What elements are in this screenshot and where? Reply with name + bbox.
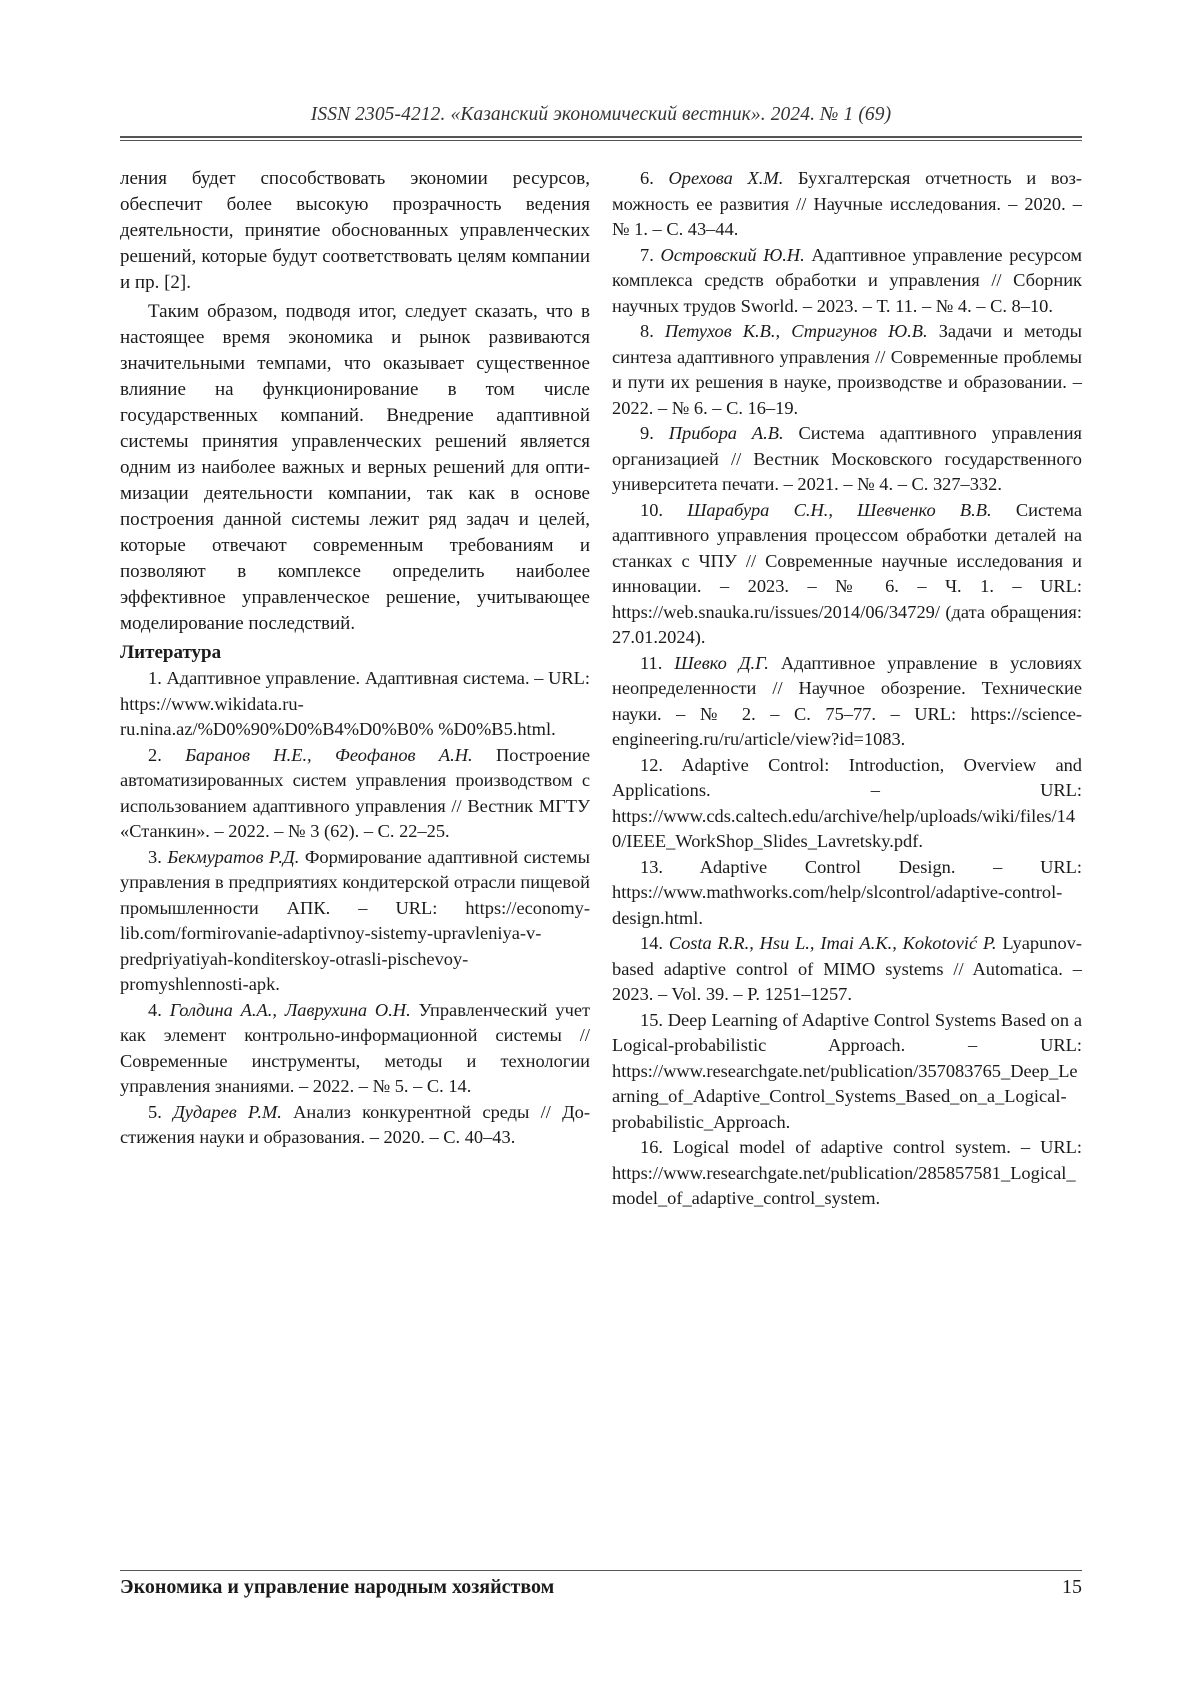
reference-item — [612, 855, 1082, 932]
reference-author: Бекмуратов Р.Д. — [167, 846, 300, 867]
reference-number: 13. — [640, 856, 700, 877]
reference-number: 2. — [148, 744, 186, 765]
header-rule-thin — [120, 140, 1082, 141]
reference-author: Дударев Р.М. — [173, 1101, 282, 1122]
reference-text: Lyapunov-based adaptive control of MIMO systems // Automatica. – 2023. – Vol. 39. – P. 1251–1257. — [612, 933, 1082, 1004]
reference-author: Баранов Н.Е., Феофанов А.Н. — [185, 744, 473, 765]
reference-number: 16. — [640, 1137, 674, 1157]
reference-item — [120, 743, 590, 845]
reference-text: Бухгалтерская отчетность и возможность ее развития // Научные исследования. – 2020. – № 1. – С. 43–44. — [612, 168, 1082, 239]
reference-number: 5. — [148, 1101, 174, 1122]
reference-text: Система адаптивного управления организацией // Вестник Московского государственного университета печати. – 2021. – № 4. – С. 327–332. — [612, 423, 1082, 494]
reference-item — [612, 931, 1082, 1008]
reference-number: 3. — [148, 846, 168, 867]
reference-list-left — [120, 666, 590, 1151]
reference-text: Формирование адаптивной системы управления в предприятиях кондитерской отрасли пищевой промышленности АПК. – URL: https://economy-lib.com/formirovanie-adaptivnoy-sistemy-upravleniya-v-predpriyatiyah-konditerskoy-otrasli-pischevoy-promyshlennosti-apk. — [120, 846, 590, 994]
reference-text: Адаптивное управление ресурсом комплекса средств обработки и управления // Сборник научных трудов Sworld. – 2023. – Т. 11. – № 4. – С. 8–10. — [612, 244, 1082, 316]
reference-number: 8. — [640, 321, 665, 341]
footer-rule — [120, 1570, 1082, 1571]
reference-text: Управленческий учет как элемент контрольно-информационной системы // Современные инструменты, методы и технологии управления знаниями. – 2022. – № 5. – С. 14. — [120, 999, 591, 1096]
reference-number: 6. — [640, 168, 669, 188]
reference-text: Adaptive Control Design. – URL: https://www.mathworks.com/help/slcontrol/adaptive-control-design.html. — [612, 856, 1082, 928]
reference-item — [612, 498, 1082, 651]
reference-item — [120, 998, 590, 1100]
reference-item — [612, 243, 1082, 320]
reference-number: 10. — [640, 499, 688, 520]
reference-item — [612, 753, 1082, 855]
reference-text: Adaptive Control: Introduction, Overview and Applications. – URL: https://www.cds.caltech.edu/archive/help/uploads/wiki/files/140/IEEE_WorkShop_Slides_Lavretsky.pdf. — [612, 754, 1082, 851]
reference-item — [612, 166, 1082, 243]
page-number: 15 — [1062, 1576, 1082, 1598]
reference-item — [612, 421, 1082, 498]
reference-author: Шевко Д.Г. — [674, 652, 769, 673]
reference-item — [612, 1135, 1082, 1212]
reference-item — [612, 651, 1082, 753]
reference-text: Построение автоматизированных систем управления производством с использованием адаптивного управления // Вестник МГТУ «Станкин». – 2022. – № 3 (62). – С. 22–25. — [120, 744, 590, 841]
reference-text: Система адаптивного управления процессом обработки деталей на станках с ЧПУ // Современные научные исследования и инновации. – 2023. – № 6. – Ч. 1. – URL: https://web.snauka.ru/issues/2014/06/34729/ (дата обращения: 27.01.2024). — [612, 499, 1082, 647]
reference-text: Анализ конкурентной среды // Достижения науки и образования. – 2020. – С. 40–43. — [120, 1101, 590, 1147]
journal-header: ISSN 2305-4212. «Казанский экономический вестник». 2024. № 1 (69) — [310, 104, 892, 125]
reference-author: Прибора А.В. — [668, 423, 784, 443]
reference-author: Орехова Х.М. — [668, 168, 784, 188]
reference-text: Задачи и методы синтеза адаптивного управления // Современные проблемы и пути их решения в науке, производстве и образовании. – 2022. – № 6. – С. 16–19. — [612, 321, 1082, 418]
left-column — [120, 166, 590, 1151]
reference-item — [120, 666, 590, 743]
footer-section-title: Экономика и управление народным хозяйством — [120, 1576, 555, 1598]
reference-author: Шарабура С.Н., Шевченко В.В. — [687, 499, 992, 520]
reference-item — [612, 319, 1082, 421]
right-column — [612, 166, 1082, 1212]
reference-text: Logical model of adaptive control system. – URL: https://www.researchgate.net/publication/285857581_Logical_model_of_adaptive_control_system. — [612, 1137, 1082, 1208]
reference-author: Голдина А.А., Лаврухина О.Н. — [169, 999, 411, 1020]
header-rule — [120, 136, 1082, 138]
reference-item — [120, 1100, 590, 1151]
reference-text: Deep Learning of Adaptive Control Systems Based on a Logical-probabilistic Approach. – URL: https://www.researchgate.net/publication/357083765_Deep_Learning_of_Adaptive_Control_Systems_Based_on_a_Logical-probabilistic_Approach. — [612, 1009, 1082, 1132]
body-paragraph-1: ления будет способствовать экономии ресурсов, обеспечит более высокую прозрачность ведения деятельности, принятие обоснованных управленческих решений, которые будут соответствовать целям компании и пр. [2]. — [120, 168, 590, 293]
reference-text: Адаптивное управление в условиях неопределенности // Научное обозрение. Технические науки. – № 2. – С. 75–77. – URL: https://science-engineering.ru/ru/article/view?id=1083. — [612, 652, 1082, 749]
reference-author: Островский Ю.Н. — [660, 244, 805, 265]
reference-item — [120, 845, 590, 998]
reference-number: 7. — [640, 244, 661, 265]
reference-list-right — [612, 166, 1082, 1212]
reference-text: Адаптивное управление. Адаптивная система. – URL: https://www.wikidata.ru-ru.nina.az/%D0%90%D0%B4%D0%B0% %D0%B5.html. — [120, 668, 590, 739]
reference-author: Costa R.R., Hsu L., Imai A.K., Kokotović P. — [668, 933, 997, 953]
reference-number: 9. — [640, 423, 669, 443]
reference-number: 4. — [148, 999, 170, 1020]
literature-title: Литература — [120, 642, 222, 663]
reference-author: Петухов К.В., Стригунов Ю.В. — [664, 321, 928, 341]
reference-number: 11. — [640, 652, 675, 673]
reference-number: 14. — [640, 933, 669, 953]
reference-number: 1. — [148, 668, 167, 688]
body-paragraph-2: Таким образом, подводя итог, следует сказать, что в настоящее время экономика и рынок развиваются значительными темпами, что оказывает существенное влияние на функционирование в том числе государственных компаний. Внедрение адаптивной системы принятия управленческих решений является одним из наиболее важных и верных решений для оптимизации деятельности компании, так как в основе построения данной системы лежит ряд задач и целей, которые отвечают современным требованиям и позволяют в комплексе определить наиболее эффективное управленческое решение, учитывающее моделирование последствий. — [120, 301, 590, 634]
reference-number: 12. — [640, 754, 682, 775]
reference-item — [612, 1008, 1082, 1136]
reference-number: 15. — [640, 1009, 668, 1030]
